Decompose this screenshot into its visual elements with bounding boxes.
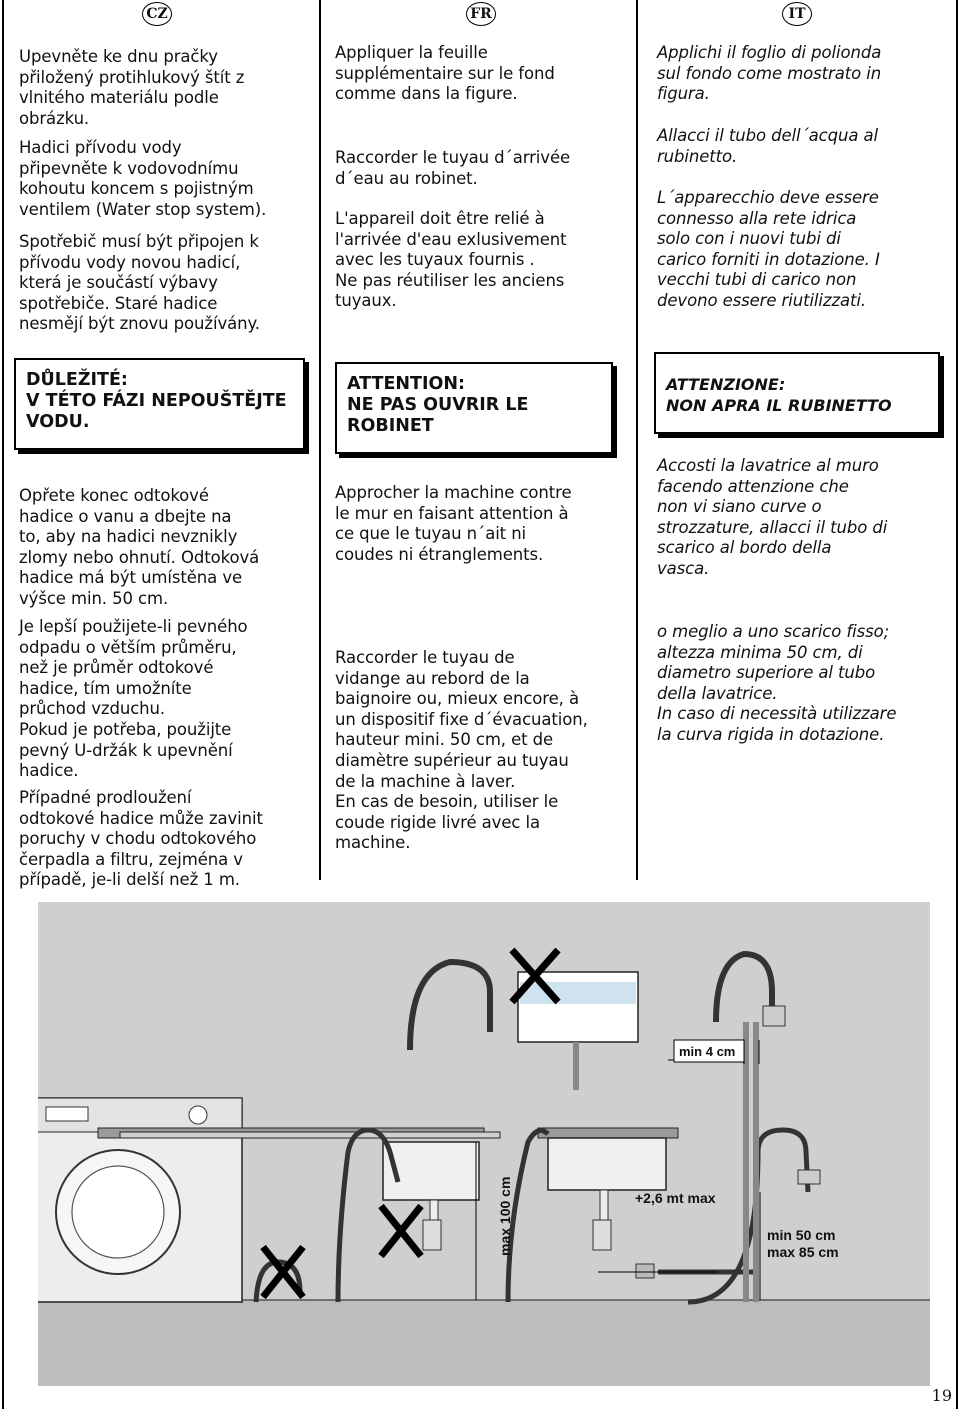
page-number: 19 (931, 1386, 952, 1405)
fr-paragraph-4: Approcher la machine contre le mur en faisant attention à ce que le tuyau n´ait ni coudes ni étranglements. (335, 483, 572, 564)
left-border-line-lower (2, 900, 4, 1409)
label-max-100-cm: max 100 cm (497, 1176, 513, 1256)
it-paragraph-4: Accosti la lavatrice al muro facendo attenzione che non vi siano curve o strozzature, allacci il tubo di scarico al bordo della vasca. (657, 456, 888, 578)
fr-paragraph-5: Raccorder le tuyau de vidange au rebord de la baignoire ou, mieux encore, à un dispositif fixe d´évacuation, hauteur mini. 50 cm, et de diamètre supérieur au tuyau de la machine à laver. En cas de besoin, utiliser le coude rigide livré avec la machine. (335, 648, 588, 853)
language-badge-it: IT (782, 2, 812, 26)
fr-paragraph-1: Appliquer la feuille supplémentaire sur le fond comme dans la figure. (335, 43, 555, 104)
column-divider-1 (319, 0, 321, 880)
fr-warning-box: ATTENTION: NE PAS OUVRIR LE ROBINET (335, 362, 613, 454)
it-paragraph-1: Applichi il foglio di polionda sul fondo come mostrato in figura. (657, 43, 882, 104)
label-2-6-mt-max: +2,6 mt max (635, 1190, 716, 1206)
it-warning-box: ATTENZIONE: NON APRA IL RUBINETTO (654, 352, 940, 434)
it-paragraph-2: Allacci il tubo dell´acqua al rubinetto. (657, 126, 879, 166)
left-border-line (2, 0, 4, 900)
cz-paragraph-5: Je lepší použijete-li pevného odpadu o větším průměru, než je průměr odtokové hadice, tím umožníte průchod vzduchu. Pokud je potřeba, použijte pevný U-držák k upevnění hadice. (19, 617, 248, 781)
standpipe-inset-illustration (716, 954, 785, 1026)
cz-paragraph-2: Hadici přívodu vody připevněte k vodovodnímu kohoutu koncem s pojistným ventilem (Water stop system). (19, 138, 267, 219)
fr-paragraph-2: Raccorder le tuyau d´arrivée d´eau au robinet. (335, 148, 571, 188)
installation-diagram (38, 902, 930, 1386)
cz-paragraph-1: Upevněte ke dnu pračky přiložený protihlukový štít z vlnitého materiálu podle obrázku. (19, 47, 245, 128)
it-paragraph-3: L´apparecchio deve essere connesso alla rete idrica solo con i nuovi tubi di carico forniti in dotazione. I vecchi tubi di carico non devono essere riutilizzati. (657, 188, 880, 310)
right-border-line (956, 0, 958, 1409)
cz-paragraph-4: Opřete konec odtokové hadice o vanu a dbejte na to, aby na hadici nevznikly zlomy nebo ohnutí. Odtoková hadice má být umístěna ve výšce min. 50 cm. (19, 486, 260, 608)
label-min-4-cm: min 4 cm (679, 1044, 736, 1059)
cz-warning-box: DŮLEŽITÉ: V TÉTO FÁZI NEPOUŠTĚJTE VODU. (14, 358, 305, 450)
bathtub-inset-illustration (410, 950, 638, 1090)
cz-paragraph-6: Případné prodloužení odtokové hadice může zavinit poruchy v chodu odtokového čerpadla a filtru, zejména v případě, je-li delší než 1 m. (19, 788, 263, 890)
label-min-50-cm: min 50 cm (767, 1227, 836, 1243)
language-badge-cz: CZ (142, 2, 172, 26)
fr-paragraph-3: L'appareil doit être relié à l'arrivée d'eau exlusivement avec les tuyaux fournis . Ne pas réutiliser les anciens tuyaux. (335, 209, 567, 311)
cz-paragraph-3: Spotřebič musí být připojen k přívodu vody novou hadicí, která je součástí výbavy spotřebiče. Staré hadice nesmějí být znovu používány. (19, 232, 260, 334)
language-badge-fr: FR (466, 2, 496, 26)
sink-unit-illustration-2 (538, 1128, 678, 1250)
label-max-85-cm: max 85 cm (767, 1244, 839, 1260)
column-divider-2 (636, 0, 638, 880)
it-paragraph-5: o meglio a uno scarico fisso; altezza minima 50 cm, di diametro superiore al tubo della lavatrice. In caso di necessità utilizzare la curva rigida in dotazione. (657, 622, 897, 744)
cross-mark-icon (381, 1206, 421, 1256)
